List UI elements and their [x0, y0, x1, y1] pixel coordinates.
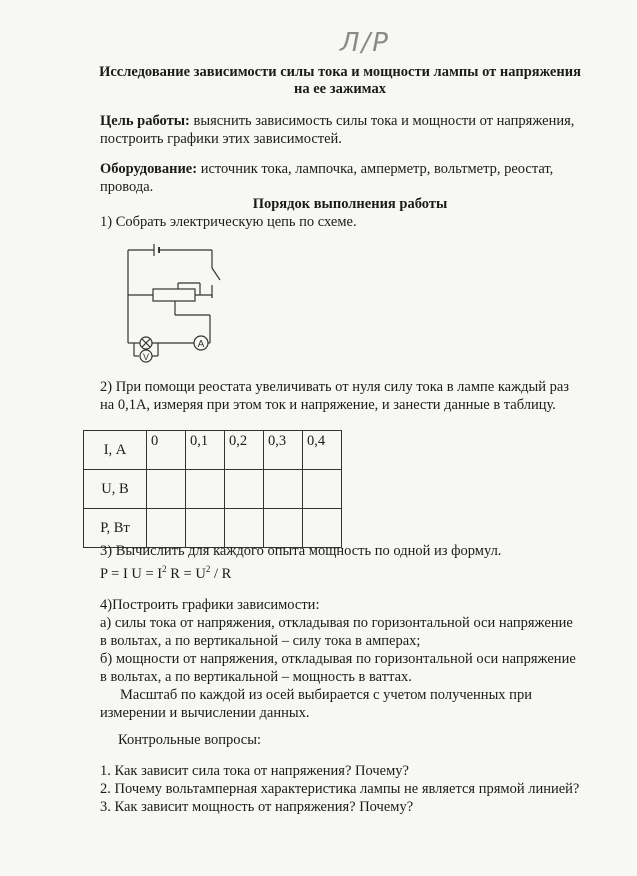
voltage-cell — [303, 470, 342, 509]
voltage-cell — [225, 470, 264, 509]
title-line-1: Исследование зависимости силы тока и мощности лампы от напряжения — [99, 64, 581, 80]
equipment-section — [100, 160, 600, 196]
equipment-text-2: провода. — [100, 179, 154, 195]
step-4b-line-1: б) мощности от напряжения, откладывая по горизонтальной оси напряжение — [100, 651, 576, 667]
question-item: 1. Как зависит сила тока от напряжения? Почему? — [100, 763, 409, 779]
switch-lever — [212, 268, 220, 280]
goal-text-2: построить графики этих зависимостей. — [100, 131, 342, 147]
current-value-cell: 0,4 — [303, 431, 342, 470]
equipment-text-1: источник тока, лампочка, амперметр, вольтметр, реостат, — [200, 161, 554, 177]
voltage-cell — [186, 470, 225, 509]
ammeter-label: A — [197, 339, 205, 350]
step-2-line-1: 2) При помощи реостата увеличивать от нуля силу тока в лампе каждый раз — [100, 379, 570, 395]
step-2 — [100, 378, 620, 414]
control-heading: Контрольные вопросы: — [118, 732, 262, 748]
questions-list — [100, 762, 620, 816]
voltmeter-label: V — [142, 352, 150, 362]
scale-line-1: Масштаб по каждой из осей выбирается с учетом полученных при — [120, 687, 532, 703]
voltage-cell — [147, 470, 186, 509]
measurement-table — [83, 430, 342, 548]
step-2-line-2: на 0,1А, измеряя при этом ток и напряжение, и занести данные в таблицу. — [100, 397, 556, 413]
step-4-heading: 4)Построить графики зависимости: — [100, 597, 320, 613]
circuit-diagram — [120, 240, 230, 365]
step-3-line-1: 3) Вычислить для каждого опыта мощность по одной из формул. — [100, 543, 502, 559]
current-value-cell: 0 — [147, 431, 186, 470]
rheostat-body — [153, 289, 195, 301]
current-value-cell: 0,3 — [264, 431, 303, 470]
step-1: 1) Собрать электрическую цепь по схеме. — [100, 214, 357, 230]
table-row — [84, 470, 342, 509]
scale-line-2: измерении и вычислении данных. — [100, 705, 310, 721]
title-line-2: на ее зажимах — [294, 81, 386, 97]
row-header-power: Р, Вт — [84, 509, 147, 548]
handwritten-mark: Л/Р — [340, 28, 390, 58]
question-item: 2. Почему вольтамперная характеристика лампы не является прямой линией? — [100, 781, 580, 797]
equipment-label: Оборудование: — [100, 161, 198, 177]
page-title — [60, 64, 620, 98]
row-header-voltage: U, В — [84, 470, 147, 509]
goal-text-1: выяснить зависимость силы тока и мощности от напряжения, — [193, 113, 575, 129]
step-4 — [100, 596, 620, 722]
table-row — [84, 431, 342, 470]
step-3 — [100, 542, 620, 583]
question-item: 3. Как зависит мощность от напряжения? Почему? — [100, 799, 414, 815]
step-4a-line-1: а) силы тока от напряжения, откладывая по горизонтальной оси напряжение — [100, 615, 573, 631]
goal-label: Цель работы: — [100, 113, 190, 129]
goal-section — [100, 112, 600, 148]
procedure-heading: Порядок выполнения работы — [252, 196, 448, 212]
voltage-cell — [264, 470, 303, 509]
current-value-cell: 0,2 — [225, 431, 264, 470]
current-value-cell: 0,1 — [186, 431, 225, 470]
step-4a-line-2: в вольтах, а по вертикальной – силу тока в амперах; — [100, 633, 421, 649]
power-formula: P = I $U = I^2$ $R = U^2 / R$ — [100, 564, 232, 582]
row-header-current: I, А — [84, 431, 147, 470]
step-4b-line-2: в вольтах, а по вертикальной – мощность в ваттах. — [100, 669, 412, 685]
